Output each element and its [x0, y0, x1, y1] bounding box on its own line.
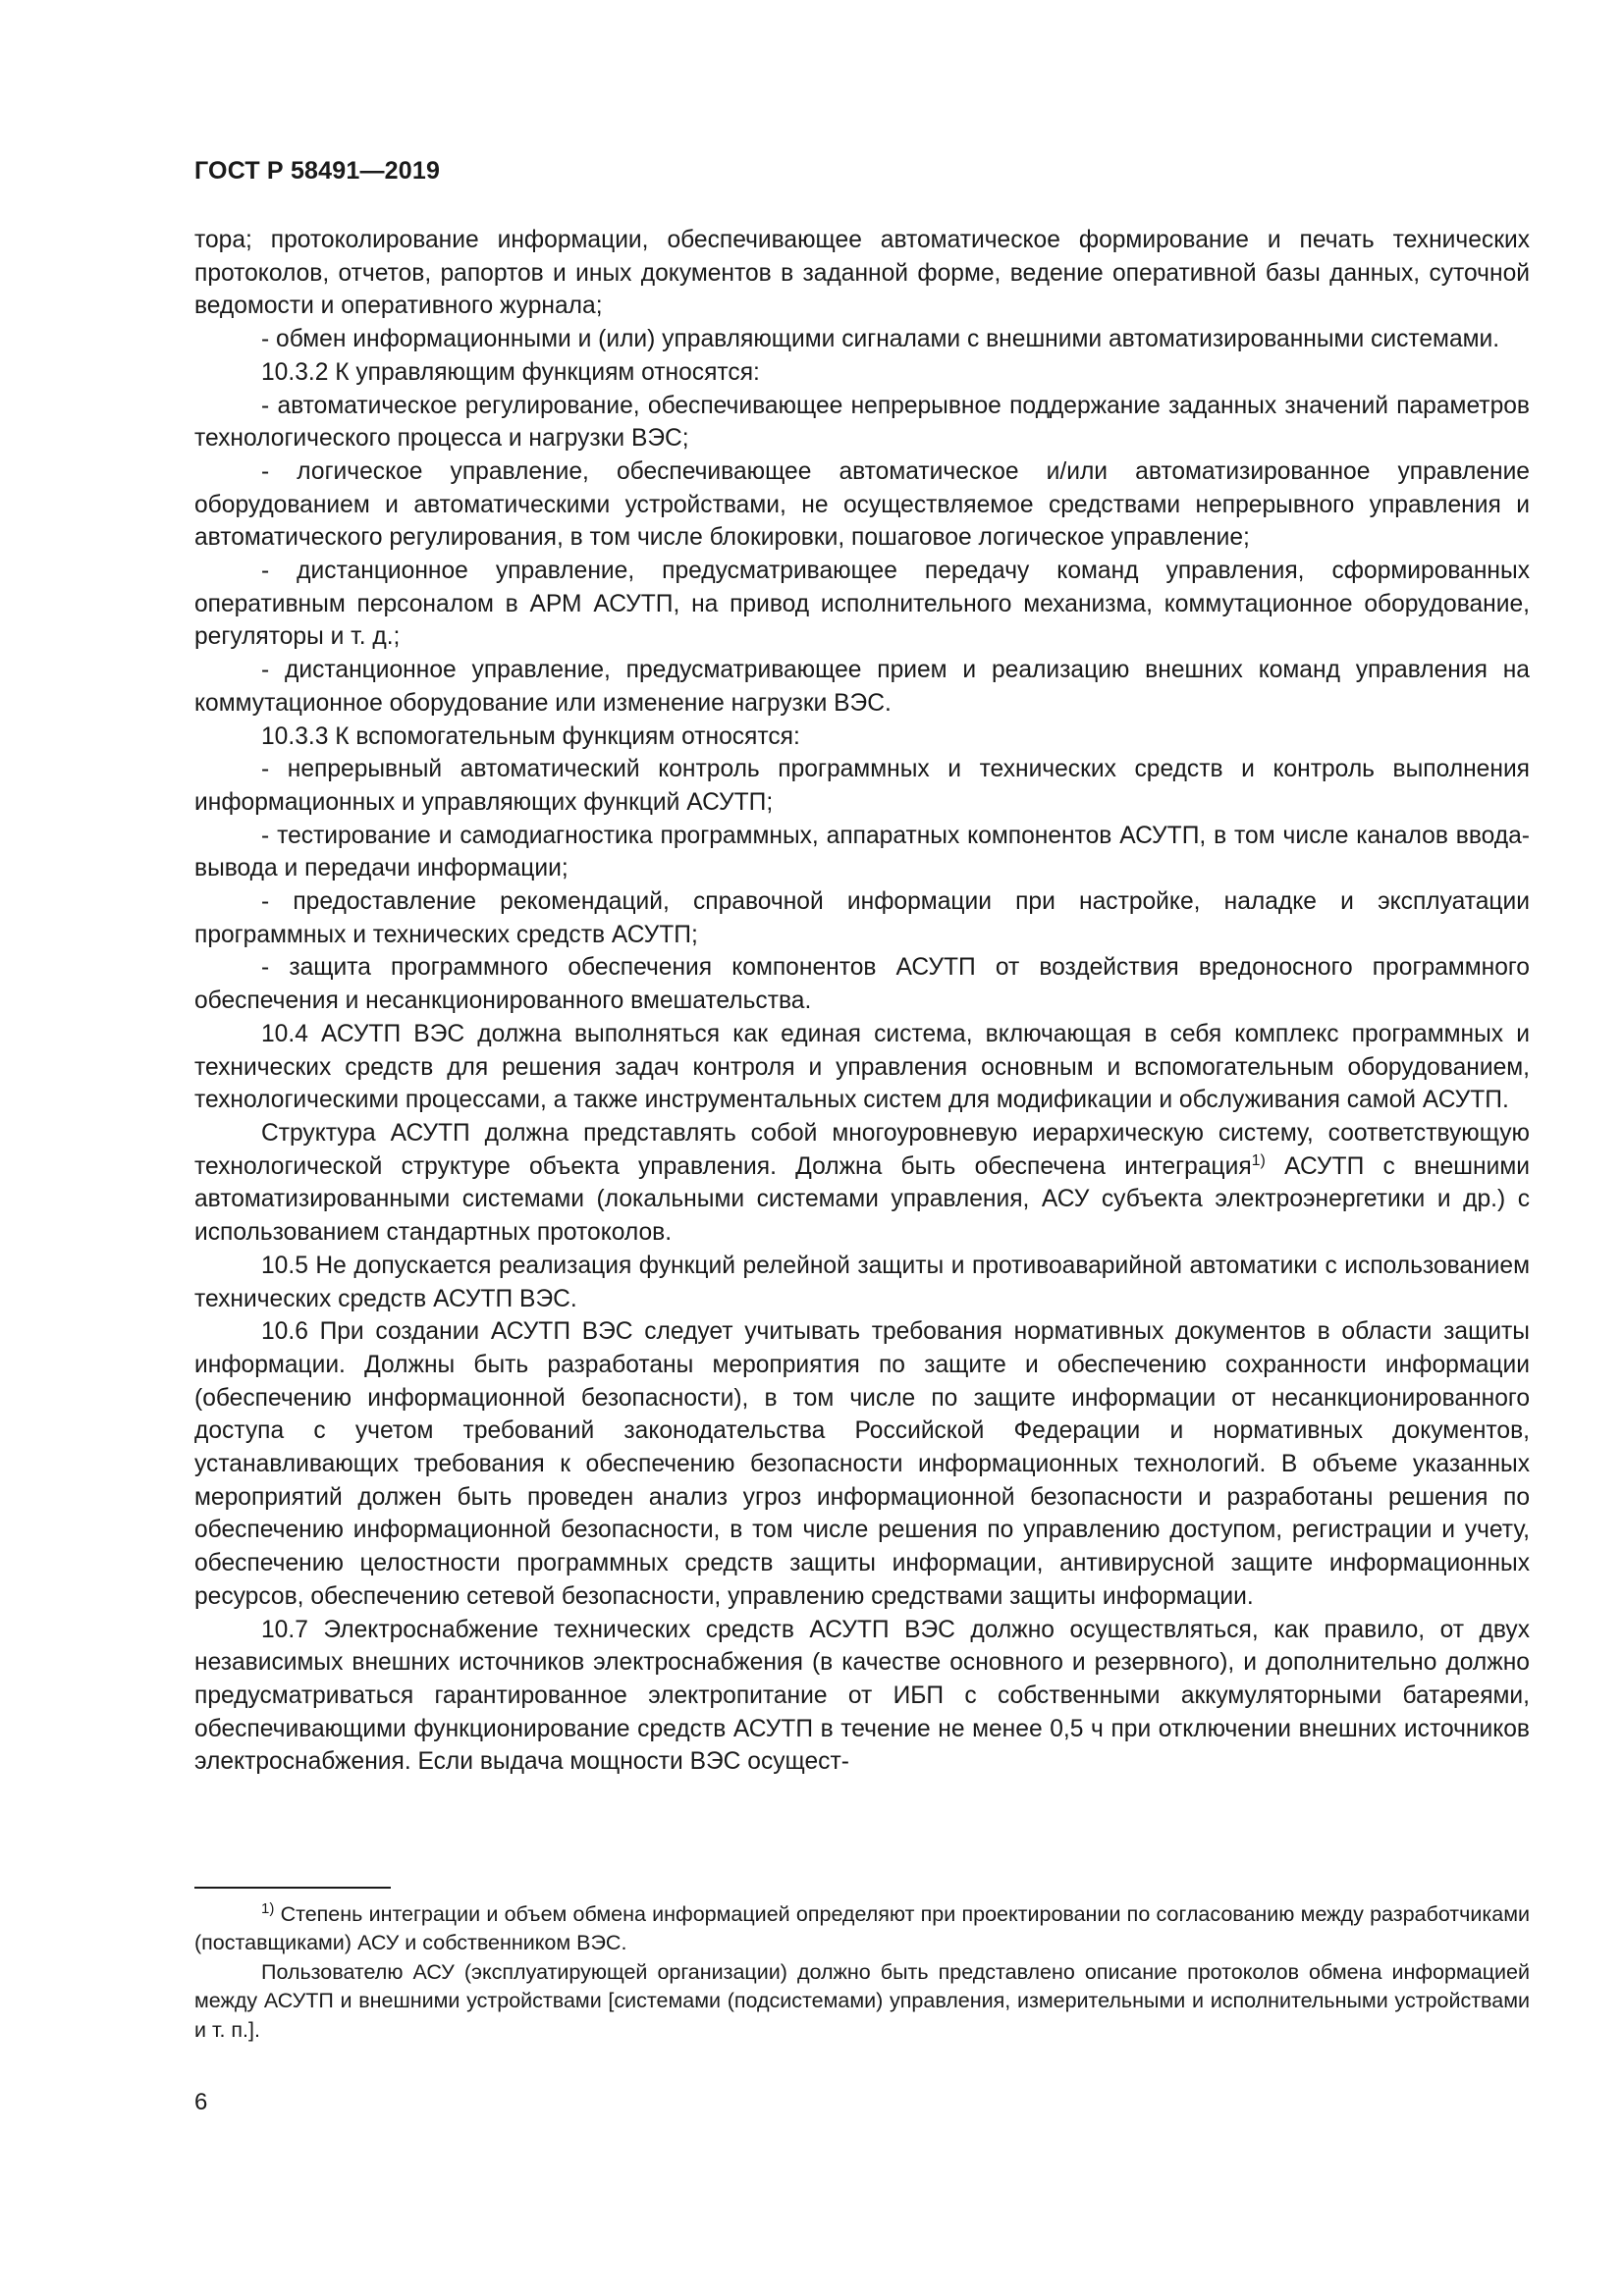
list-item: - автоматическое регулирование, обеспечивающее непрерывное поддержание заданных значений параметров технологического процесса и нагрузки ВЭС; — [194, 392, 1530, 453]
clause-10-6: 10.6 При создании АСУТП ВЭС следует учитывать требования нормативных документов в области защиты информации. Должны быть разработаны мероприятия по защите и обеспечению сохранности информации (обеспечению информационной безопасности), в том числе по защите информации от несанкционированного доступа с учетом требований законодательства Российской Федерации и нормативных документов, устанавливающих требования к обеспечению безопасности информационных технологий. В объеме указанных мероприятий должен быть проведен анализ угроз информационной безопасности и разработаны решения по обеспечению информационной безопасности, в том числе решения по управлению доступом, регистрации и учету, обеспечению целостности программных средств защиты информации, антивирусной защите информационных ресурсов, обеспечению сетевой безопасности, управлению средствами защиты информации. — [194, 1318, 1530, 1610]
paragraph-structure-part-2: АСУТП с внешними автоматизированными системами (локальными системами управления, АСУ субъекта электроэнергетики и др.) с использованием стандартных протоколов. — [194, 1152, 1531, 1247]
clause-10-5: 10.5 Не допускается реализация функций релейной защиты и противоаварийной автоматики с использованием технических средств АСУТП ВЭС. — [194, 1252, 1530, 1312]
footnote-2: Пользователю АСУ (эксплуатирующей организации) должно быть представлено описание протоколов обмена информацией между АСУТП и внешними устройствами [системами (подсистемами) управления, измерительными и исполнительными устройствами и т. п.]. — [194, 1959, 1530, 2042]
list-item: - дистанционное управление, предусматривающее прием и реализацию внешних команд управления на коммутационное оборудование или изменение нагрузки ВЭС. — [194, 657, 1530, 717]
body-text — [194, 224, 1530, 1779]
footnote-1 — [194, 1900, 1530, 1958]
list-item: - защита программного обеспечения компонентов АСУТП от воздействия вредоносного программного обеспечения и несанкционированного вмешательства. — [194, 954, 1530, 1015]
clause-10-3-3: 10.3.3 К вспомогательным функциям относятся: — [261, 722, 800, 750]
standard-header: ГОСТ Р 58491—2019 — [194, 157, 441, 185]
footnote-number: 1) — [261, 1899, 275, 1917]
page-number: 6 — [194, 2089, 208, 2115]
footnotes — [194, 1900, 1530, 2045]
list-item: - дистанционное управление, предусматривающее передачу команд управления, сформированных оперативным персоналом в АРМ АСУТП, на привод исполнительного механизма, коммутационное оборудование, регуляторы и т. д.; — [194, 558, 1530, 651]
paragraph-structure-part-1: Структура АСУТП должна представлять собой многоуровневую иерархическую систему, соответствующую технологической структуре объекта управления. Должна быть обеспечена интеграция — [194, 1119, 1530, 1180]
footnote-divider — [194, 1887, 391, 1889]
clause-10-4: 10.4 АСУТП ВЭС должна выполняться как единая система, включающая в себя комплекс программных и технических средств для решения задач контроля и управления основным и вспомогательным оборудованием, технологическими процессами, а также инструментальных систем для модификации и обслуживания самой АСУТП. — [194, 1020, 1530, 1114]
clause-10-7: 10.7 Электроснабжение технических средств АСУТП ВЭС должно осуществляться, как правило, от двух независимых внешних источников электроснабжения (в качестве основного и резервного), и дополнительно должно предусматриваться гарантированное электропитание от ИБП с собственными аккумуляторными батареями, обеспечивающими функционирование средств АСУТП в течение не менее 0,5 ч при отключении внешних источников электроснабжения. Если выдача мощности ВЭС осущест- — [194, 1616, 1530, 1776]
footnote-reference: 1) — [1251, 1151, 1266, 1169]
list-item: - непрерывный автоматический контроль программных и технических средств и контроль выполнения информационных и управляющих функций АСУТП; — [194, 756, 1530, 816]
list-item: - тестирование и самодиагностика программных, аппаратных компонентов АСУТП, в том числе каналов ввода-вывода и передачи информации; — [194, 822, 1530, 882]
clause-10-3-2: 10.3.2 К управляющим функциям относятся: — [261, 358, 760, 386]
list-item: - логическое управление, обеспечивающее автоматическое и/или автоматизированное управление оборудованием и автоматическими устройствами, не осуществляемое средствами непрерывного управления и автоматического регулирования, в том числе блокировки, пошаговое логическое управление; — [194, 457, 1530, 552]
paragraph-continuation: тора; протоколирование информации, обеспечивающее автоматическое формирование и печать технических протоколов, отчетов, рапортов и иных документов в заданной форме, ведение оперативной базы данных, суточной ведомости и оперативного журнала; — [194, 227, 1530, 320]
paragraph-structure — [194, 1117, 1530, 1250]
list-item: - обмен информационными и (или) управляющими сигналами с внешними автоматизированными системами. — [261, 326, 1500, 353]
footnote-text: Степень интеграции и объем обмена информацией определяют при проектировании по согласованию между разработчиками (поставщиками) АСУ и собственником ВЭС. — [194, 1902, 1530, 1955]
list-item: - предоставление рекомендаций, справочной информации при настройке, наладке и эксплуатации программных и технических средств АСУТП; — [194, 888, 1530, 948]
